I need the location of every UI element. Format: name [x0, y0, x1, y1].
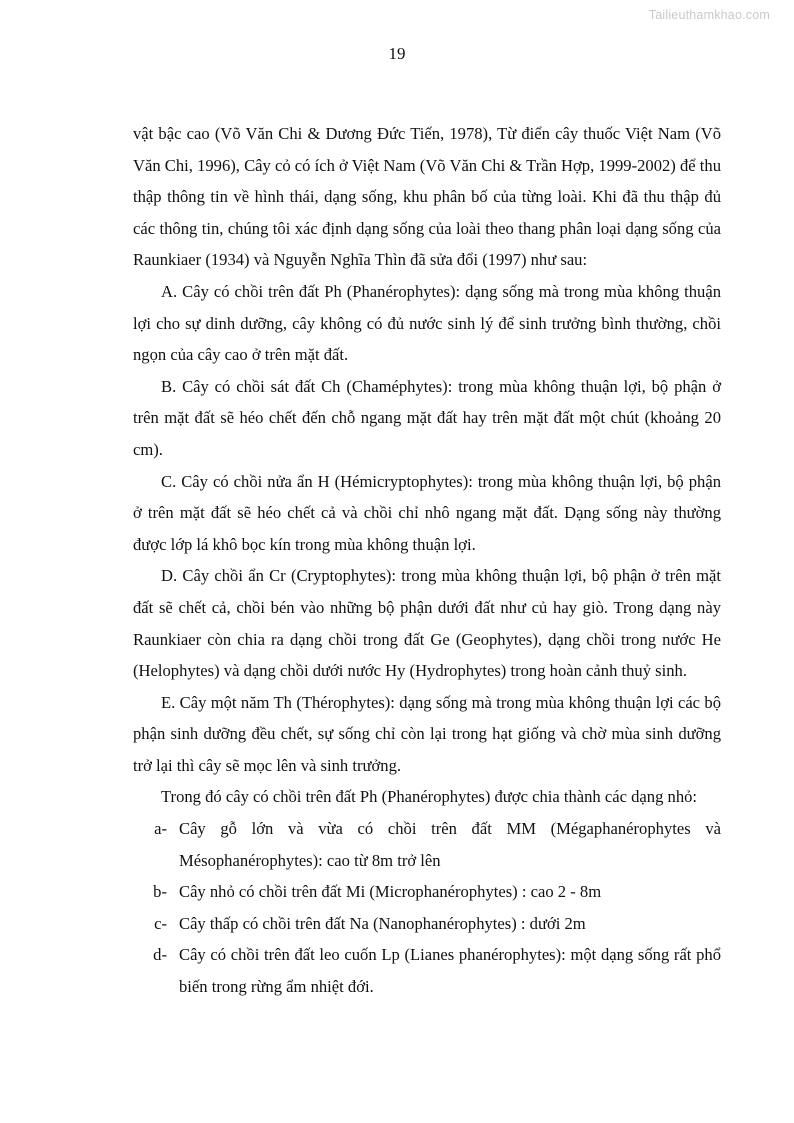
- list-item-marker: b-: [153, 882, 167, 902]
- page-number: 19: [388, 44, 406, 63]
- list-item-text: Cây có chồi trên đất leo cuốn Lp (Lianes phanérophytes): một dạng sống rất phổ biến trong rừng ẩm nhiệt đới.: [179, 945, 721, 997]
- paragraph-type-c: C. Cây có chồi nửa ẩn H (Hémicryptophytes): trong mùa không thuận lợi, bộ phận ở trên mặt đất sẽ héo chết cả và chồi chỉ nhô ngang mặt đất. Dạng sống này thường được lớp lá khô bọc kín trong mùa không thuận lợi.: [133, 471, 721, 554]
- list-item-text: Cây gỗ lớn và vừa có chồi trên đất MM (Mégaphanérophytes và Mésophanérophytes): cao từ 8m trở lên: [179, 819, 721, 870]
- list-item-text: Cây nhỏ có chồi trên đất Mi (Microphanérophytes) : cao 2 - 8m: [179, 882, 602, 902]
- list-item: [133, 876, 721, 908]
- list-item: [133, 939, 721, 1002]
- page-content: [133, 118, 721, 1003]
- list-item: [133, 813, 721, 876]
- list-item-marker: d-: [153, 945, 167, 965]
- subtype-list: [133, 813, 721, 1003]
- paragraph-type-b: B. Cây có chồi sát đất Ch (Chaméphytes): trong mùa không thuận lợi, bộ phận ở trên mặt đất sẽ héo chết đến chỗ ngang mặt đất hay trên mặt đất một chút (khoảng 20 cm).: [133, 376, 721, 459]
- watermark-text: Tailieuthamkhao.com: [648, 8, 770, 22]
- paragraph-type-a: A. Cây có chồi trên đất Ph (Phanérophytes): dạng sống mà trong mùa không thuận lợi cho sự dinh dưỡng, cây không có đủ nước sinh lý để sinh trưởng bình thường, chồi ngọn của cây cao ở trên mặt đất.: [133, 281, 721, 365]
- list-item-marker: a-: [154, 819, 167, 839]
- paragraph-type-d: D. Cây chồi ẩn Cr (Cryptophytes): trong mùa không thuận lợi, bộ phận ở trên mặt đất sẽ chết cả, chồi bén vào những bộ phận dưới đất như củ hay giò. Trong dạng này Raunkiaer còn chia ra dạng chồi trong đất Ge (Geophytes), dạng chồi trong nước He (Helophytes) và dạng chồi dưới nước Hy (Hydrophytes) trong hoàn cảnh thuỷ sinh.: [133, 566, 721, 681]
- list-item: [133, 908, 721, 940]
- list-item-marker: c-: [154, 913, 167, 933]
- paragraph-intro: vật bậc cao (Võ Văn Chi & Dương Đức Tiến, 1978), Từ điển cây thuốc Việt Nam (Võ Văn Chi, 1996), Cây cỏ có ích ở Việt Nam (Võ Văn Chi & Trần Hợp, 1999-2002) để thu thập thông tin về hình thái, dạng sống, khu phân bố của từng loài. Khi đã thu thập đủ các thông tin, chúng tôi xác định dạng sống của loài theo thang phân loại dạng sống của Raunkiaer (1934) và Nguyễn Nghĩa Thìn đã sửa đổi (1997) như sau:: [133, 124, 721, 270]
- paragraph-type-e: E. Cây một năm Th (Thérophytes): dạng sống mà trong mùa không thuận lợi các bộ phận sinh dưỡng đều chết, sự sống chỉ còn lại trong hạt giống và chờ mùa sinh dưỡng trở lại thì cây sẽ mọc lên và sinh trưởng.: [133, 692, 721, 775]
- paragraph-subtypes-intro: Trong đó cây có chồi trên đất Ph (Phanérophytes) được chia thành các dạng nhỏ:: [161, 787, 698, 807]
- list-item-text: Cây thấp có chồi trên đất Na (Nanophanérophytes) : dưới 2m: [179, 913, 586, 933]
